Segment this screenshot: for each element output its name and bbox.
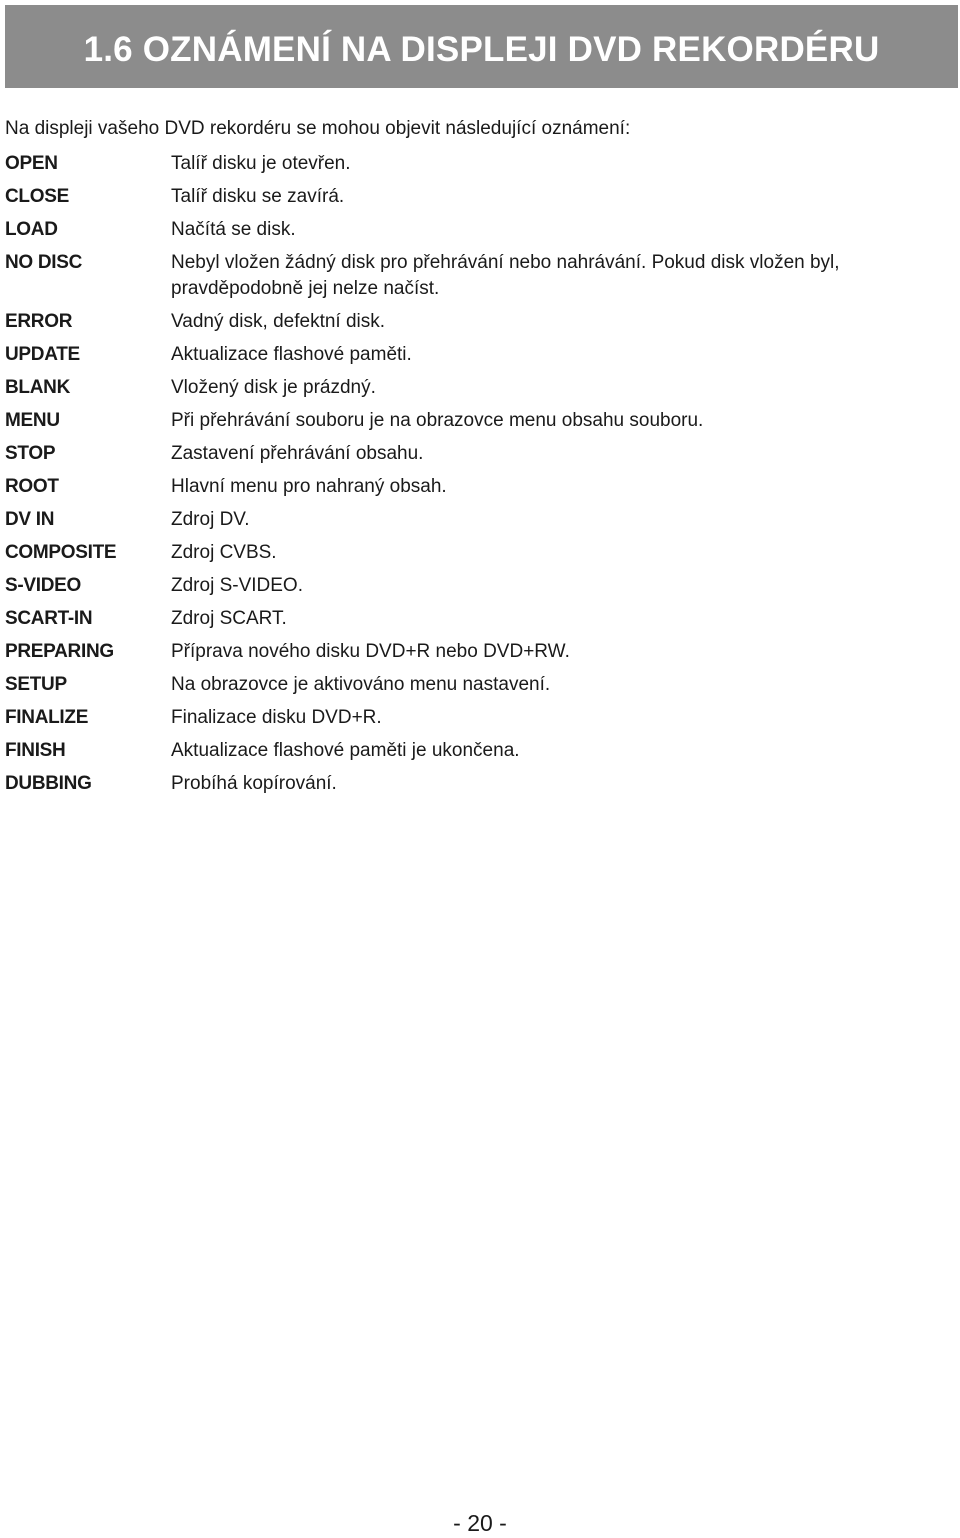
message-code: STOP (5, 443, 56, 464)
list-item (5, 606, 935, 632)
message-description: Zdroj SCART. (171, 608, 287, 629)
message-description: Talíř disku je otevřen. (171, 153, 351, 174)
list-item (5, 474, 935, 500)
message-description: Při přehrávání souboru je na obrazovce menu obsahu souboru. (171, 410, 704, 431)
list-item (5, 342, 935, 368)
list-item (5, 507, 935, 533)
message-code: CLOSE (5, 186, 69, 207)
message-code: ROOT (5, 476, 59, 497)
message-code: BLANK (5, 377, 70, 398)
message-code: SETUP (5, 674, 67, 695)
message-description: Aktualizace flashové paměti je ukončena. (171, 740, 520, 761)
message-description: Hlavní menu pro nahraný obsah. (171, 476, 447, 497)
list-item (5, 639, 935, 665)
message-description: Zastavení přehrávání obsahu. (171, 443, 424, 464)
message-description: Aktualizace flashové paměti. (171, 344, 412, 365)
list-item (5, 217, 935, 243)
list-item (5, 309, 935, 335)
message-description: Probíhá kopírování. (171, 773, 337, 794)
message-code: OPEN (5, 153, 58, 174)
message-code: LOAD (5, 219, 58, 240)
message-code: COMPOSITE (5, 542, 117, 563)
message-code: MENU (5, 410, 60, 431)
message-code: S-VIDEO (5, 575, 82, 596)
message-description: Talíř disku se zavírá. (171, 186, 345, 207)
section-title: 1.6 OZNÁMENÍ NA DISPLEJI DVD REKORDÉRU (83, 29, 880, 69)
message-description: Načítá se disk. (171, 219, 296, 240)
page-number: - 20 - (453, 1510, 507, 1536)
list-item (5, 441, 935, 467)
list-item (5, 573, 935, 599)
message-description: Finalizace disku DVD+R. (171, 707, 382, 728)
message-code: DV IN (5, 509, 55, 530)
message-code: FINISH (5, 740, 66, 761)
message-description: Zdroj CVBS. (171, 542, 277, 563)
message-code: DUBBING (5, 773, 92, 794)
list-item (5, 738, 935, 764)
message-code: PREPARING (5, 641, 114, 662)
section-header-bar (5, 5, 958, 88)
message-code: ERROR (5, 311, 73, 332)
list-item (5, 184, 935, 210)
message-description: Zdroj S-VIDEO. (171, 575, 303, 596)
message-description: Příprava nového disku DVD+R nebo DVD+RW. (171, 641, 570, 662)
list-item (5, 771, 935, 797)
list-item (5, 672, 935, 698)
message-description: Vadný disk, defektní disk. (171, 311, 386, 332)
message-code: NO DISC (5, 252, 83, 273)
list-item (5, 540, 935, 566)
message-code: UPDATE (5, 344, 80, 365)
intro-text: Na displeji vašeho DVD rekordéru se mohou objevit následující oznámení: (5, 118, 631, 139)
display-messages-list (5, 151, 935, 804)
message-code: SCART-IN (5, 608, 93, 629)
list-item (5, 375, 935, 401)
list-item (5, 408, 935, 434)
list-item (5, 151, 935, 177)
list-item (5, 705, 935, 731)
message-description: Zdroj DV. (171, 509, 250, 530)
message-description: Na obrazovce je aktivováno menu nastavení. (171, 674, 551, 695)
list-item (5, 250, 935, 302)
message-description: Vložený disk je prázdný. (171, 377, 376, 398)
message-code: FINALIZE (5, 707, 89, 728)
message-description: Nebyl vložen žádný disk pro přehrávání nebo nahrávání. Pokud disk vložen byl, pravděpodobně jej nelze načíst. (171, 252, 840, 299)
